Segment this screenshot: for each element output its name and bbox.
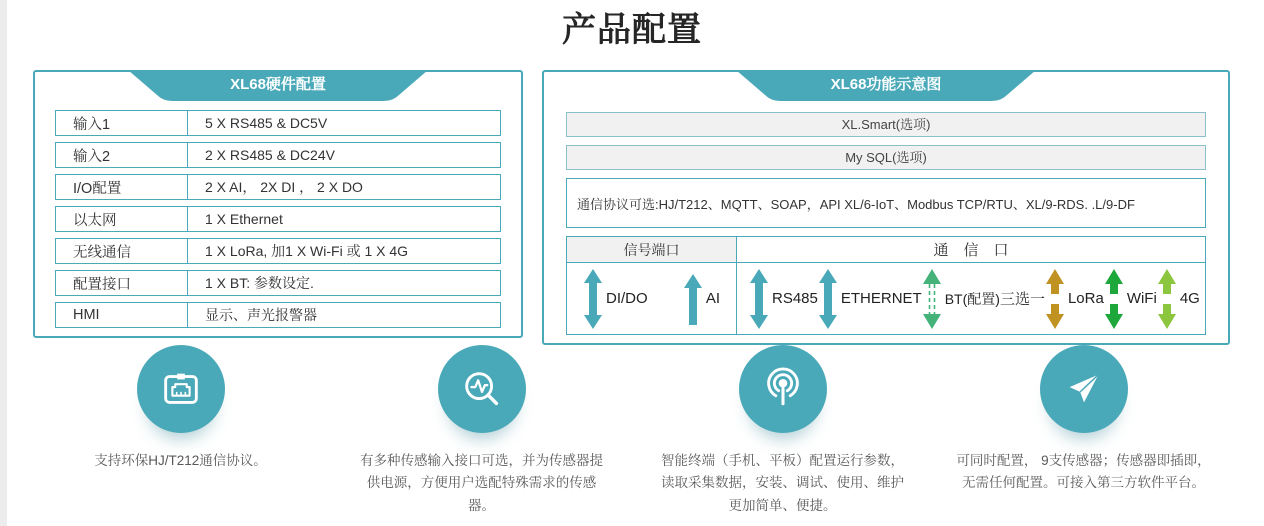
feature-circle — [739, 345, 827, 433]
port-label: DI/DO — [606, 290, 648, 307]
feature-protocol — [30, 345, 331, 517]
feature-circle — [137, 345, 225, 433]
rs485-bidirectional-arrow-icon — [749, 268, 769, 330]
three-choose-one-label: 三选一 — [999, 291, 1045, 308]
signal-ports-cell — [567, 263, 737, 334]
hardware-rows — [55, 110, 501, 334]
page-left-edge — [0, 0, 7, 526]
row-label: HMI — [56, 303, 188, 327]
row-label: 以太网 — [56, 207, 188, 231]
signal-port-header: 信号端口 — [567, 237, 737, 262]
ethernet-bidirectional-arrow-icon — [818, 268, 838, 330]
table-row — [55, 206, 501, 232]
comm-ports-cell — [737, 263, 1212, 334]
table-row — [55, 238, 501, 264]
hardware-config-panel — [33, 70, 523, 338]
table-row — [55, 110, 501, 136]
bt-config-port — [922, 268, 1000, 330]
feature-text: 可同时配置， 9支传感器；传感器即插即，无需任何配置。可接入第三方软件平台。 — [956, 453, 1211, 491]
ethernet-port — [818, 268, 922, 330]
hardware-panel-header — [128, 70, 428, 101]
port-table — [566, 236, 1206, 335]
row-value: 1 X BT: 参数设定. — [205, 275, 314, 291]
mysql-option-row: My SQL(选项) — [566, 145, 1206, 170]
port-label: 4G — [1179, 290, 1200, 307]
table-row — [55, 174, 501, 200]
feature-sensors — [331, 345, 632, 517]
dido-bidirectional-arrow-icon — [583, 268, 603, 330]
row-label: I/O配置 — [56, 175, 188, 199]
sensor-search-icon — [459, 366, 505, 412]
row-label: 无线通信 — [56, 239, 188, 263]
row-value: 1 X Ethernet — [205, 211, 283, 227]
port-label: ETHERNET — [840, 290, 922, 307]
protocol-list-row: 通信协议可选:HJ/T212、MQTT、SOAP，API XL/6-IoT、Modbus TCP/RTU、XL/9-RDS. .L/9-DF — [566, 178, 1206, 228]
dido-port — [583, 268, 648, 330]
feature-smart-terminal — [632, 345, 933, 517]
rs485-port — [749, 268, 818, 330]
port-label: AI — [705, 290, 720, 307]
lora-port — [1045, 268, 1104, 330]
ai-up-arrow-icon — [683, 273, 703, 325]
port-label: BT(配置) — [944, 290, 1000, 307]
bt-dashed-arrow-icon — [922, 268, 942, 330]
hardware-panel-title: XL68硬件配置 — [230, 76, 326, 93]
wifi-split-arrow-icon — [1104, 268, 1124, 330]
function-panel-header — [736, 70, 1036, 101]
port-label: WiFi — [1126, 290, 1157, 307]
row-label: 输入1 — [56, 111, 188, 135]
feature-text: 支持环保HJ/T212通信协议。 — [94, 453, 267, 468]
feature-circle — [438, 345, 526, 433]
row-value: 2 X AI， 2X DI ， 2 X DO — [205, 179, 363, 195]
row-value: 显示、声光报警器 — [205, 307, 317, 323]
feature-text: 有多种传感输入接口可选，并为传感器提供电源，方便用户选配特殊需求的传感器。 — [360, 453, 603, 513]
row-value: 2 X RS485 & DC24V — [205, 147, 335, 163]
row-value: 5 X RS485 & DC5V — [205, 115, 328, 131]
4g-split-arrow-icon — [1157, 268, 1177, 330]
feature-list — [30, 345, 1234, 517]
port-label: RS485 — [772, 290, 818, 307]
table-row — [55, 270, 501, 296]
xl-smart-option-row: XL.Smart(选项) — [566, 112, 1206, 137]
table-row — [55, 302, 501, 328]
row-value: 1 X LoRa, 加1 X Wi-Fi 或 1 X 4G — [205, 243, 409, 259]
page-title: 产品配置 — [562, 11, 702, 49]
port-table-header — [567, 237, 1205, 263]
lora-split-arrow-icon — [1045, 268, 1065, 330]
function-panel-title: XL68功能示意图 — [830, 76, 942, 93]
function-diagram-panel — [542, 70, 1230, 345]
port-label: LoRa — [1067, 290, 1104, 307]
ethernet-port-icon — [158, 366, 204, 412]
table-row — [55, 142, 501, 168]
comm-port-header: 通 信 口 — [933, 242, 1009, 259]
wifi-port — [1104, 268, 1157, 330]
wireless-broadcast-icon — [760, 366, 806, 412]
4g-port — [1157, 268, 1200, 330]
ai-port — [683, 273, 720, 325]
feature-circle — [1040, 345, 1128, 433]
function-panel-content — [566, 112, 1206, 335]
port-table-body — [567, 263, 1205, 334]
feature-text: 智能终端（手机、平板）配置运行参数，读取采集数据，安装、调试、使用、维护更加简单、便捷。 — [661, 453, 904, 513]
row-label: 配置接口 — [56, 271, 188, 295]
feature-plug-and-play — [933, 345, 1234, 517]
row-label: 输入2 — [56, 143, 188, 167]
send-plane-icon — [1061, 366, 1107, 412]
